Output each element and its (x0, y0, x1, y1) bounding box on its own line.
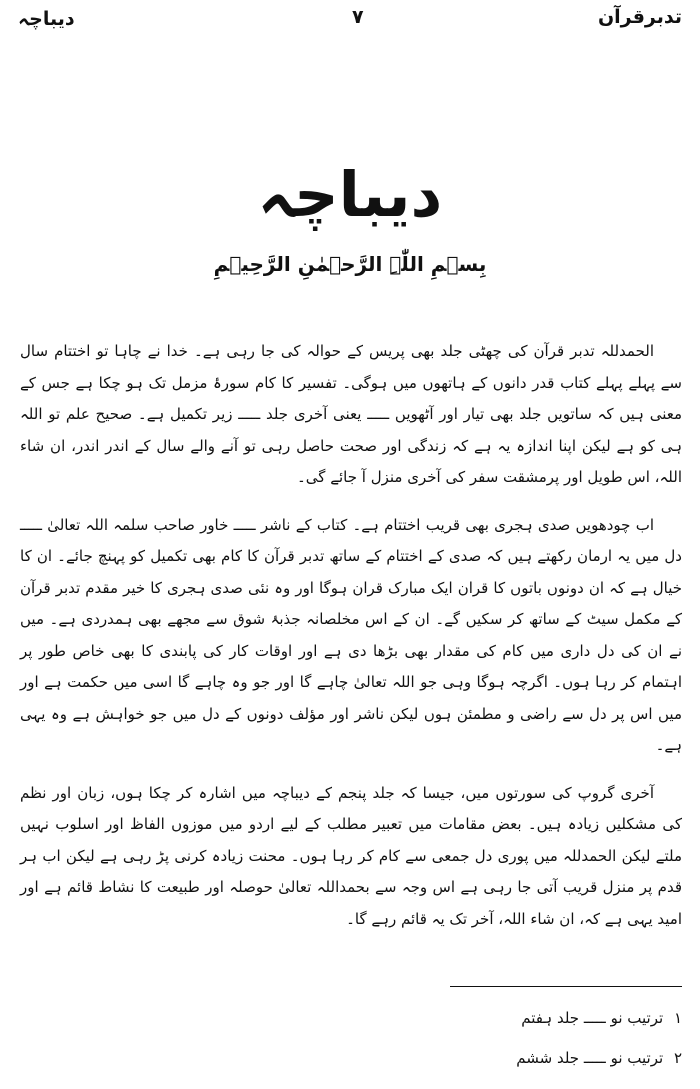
footnote-2 (422, 1038, 682, 1078)
bismillah: بِسۡمِ اللّٰہِ الرَّحۡمٰنِ الرَّحِیۡمِ (213, 252, 487, 276)
paragraph-3: آخری گروپ کی سورتوں میں، جیسا کہ جلد پنجم کے دیباچہ میں اشارہ کر چکا ہوں، زبان اور نظم کی مشکلیں زیادہ ہیں۔ بعض مقامات میں تعبیر مطلب کے لیے اردو میں موزوں الفاظ اور اسلوب نہیں ملتے لیکن الحمدللہ میں پوری دل جمعی سے کام کر رہا ہوں۔ محنت زیادہ کرنی پڑ رہی ہے لیکن اب ہر قدم پر منزل قریب آتی جا رہی ہے اس وجہ سے بحمداللہ تعالیٰ حوصلہ اور طبیعت کا نشاط قائم ہے اور امید یہی ہے کہ، ان شاء اللہ، آخر تک یہ قائم رہے گا۔ (20, 783, 682, 928)
body-text (20, 336, 682, 951)
chapter-title: دیباچہ (257, 158, 443, 231)
footnote-1 (422, 998, 682, 1038)
footnote-divider (450, 986, 682, 987)
footnote-number: ۱ (673, 1009, 682, 1027)
paragraph-2: اب چودھویں صدی ہجری بھی قریب اختتام ہے۔ کتاب کے ناشر ـــــ خاور صاحب سلمہ اللہ تعالیٰ ـــــ دل میں یہ ارمان رکھتے ہیں کہ صدی کے اختتام کے ساتھ تدبر قرآن کا کام بھی تکمیل کو پہنچ جائے۔ ان کا خیال ہے کہ ان دونوں باتوں کا قران ایک مبارک قران ہوگا اور وہ نئی صدی ہجری کا خیر مقدم تدبر قرآن کے مکمل سیٹ کے ساتھ کر سکیں گے۔ ان کے اس مخلصانہ جذبۂ شوق سے مجھے بھی ہمدردی ہے۔ میں نے ان کی دل داری میں کام کی مقدار بھی بڑھا دی ہے اور اوقات کار کی پابندی کا بھی خاص طور پر اہتمام کر رہا ہوں۔ اگرچہ ہوگا وہی جو اللہ تعالیٰ چاہے گا اور جو وہ چاہے گا اسی میں حکمت ہے اور میں اس پر دل سے راضی و مطمئن ہوں لیکن ناشر اور مؤلف دونوں کے دل میں جو خواہش ہے وہ یہی ہے۔ (20, 515, 682, 754)
section-name: دیباچہ (18, 8, 75, 30)
running-header (18, 2, 682, 40)
footnote-text: ترتیب نو ـــــ جلد ہفتم (521, 1009, 664, 1027)
book-title: تدبرقرآن (597, 6, 682, 28)
page-number: ۷ (352, 6, 364, 28)
footnote-number: ۲ (673, 1049, 682, 1067)
paragraph-1: الحمدللہ تدبر قرآن کی چھٹی جلد بھی پریس کے حوالہ کی جا رہی ہے۔ خدا نے چاہا تو اختتام سال سے پہلے پہلے کتاب قدر دانوں کے ہاتھوں میں ہوگی۔ تفسیر کا کام سورۂ مزمل تک ہو چکا ہے جس کے معنی ہیں کہ ساتویں جلد بھی تیار اور آٹھویں ـــــ یعنی آخری جلد ـــــ زیر تکمیل ہے۔ صحیح علم تو اللہ ہی کو ہے لیکن اپنا اندازہ یہ ہے کہ زندگی اور صحت حاصل رہی تو آنے والے سال کے اندر اندر، ان شاء اللہ، اس طویل اور پرمشقت سفر کی آخری منزل آ جائے گی۔ (20, 342, 682, 486)
footnotes (422, 998, 682, 1078)
footnote-text: ترتیب نو ـــــ جلد ششم (516, 1049, 664, 1067)
